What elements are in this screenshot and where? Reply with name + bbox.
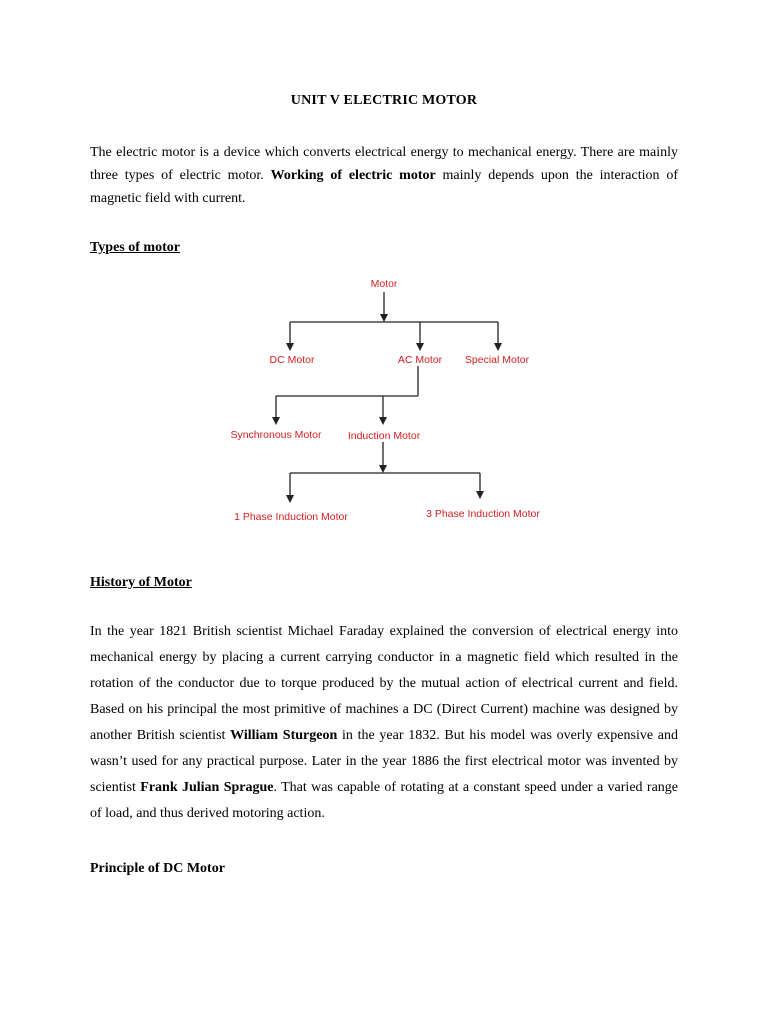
heading-history-of-motor: History of Motor: [90, 575, 192, 590]
motor-types-diagram: [0, 270, 768, 540]
intro-text-2: mainly depends upon the interaction of magnetic field with current.: [90, 168, 678, 206]
history-text-1: In the year 1821 British scientist Michael Faraday explained the conversion of electrical energy into mechanical energy by placing a current carrying conductor in a magnetic field which resulted in the rotation of the conductor due to torque produced by the mutual action of electrical current and field. Based on his principal the most primitive of machines a DC (Direct Current) machine was designed by another British scientist: [90, 624, 678, 743]
node-induction-motor: Induction Motor: [347, 430, 421, 442]
heading-principle-of-dc-motor: Principle of DC Motor: [90, 861, 225, 876]
history-bold-sturgeon: William Sturgeon: [230, 728, 338, 743]
history-text-2: in the year 1832. But his model was overly expensive and wasn’t used for any practical purpose. Later in the year 1886 the first electrical motor was invented by scientist: [90, 728, 678, 795]
intro-paragraph: [90, 141, 678, 210]
node-ac-motor: AC Motor: [397, 354, 443, 366]
node-1-phase-induction-motor: 1 Phase Induction Motor: [234, 511, 348, 523]
node-motor: Motor: [370, 278, 398, 290]
page-title: UNIT V ELECTRIC MOTOR: [290, 93, 478, 108]
node-synchronous-motor: Synchronous Motor: [230, 429, 322, 441]
history-bold-sprague: Frank Julian Sprague: [140, 780, 274, 795]
heading-types-of-motor: Types of motor: [90, 240, 180, 255]
history-text-3: . That was capable of rotating at a constant speed under a varied range of load, and thus derived motoring action.: [90, 780, 678, 821]
intro-text-1: The electric motor is a device which converts electrical energy to mechanical energy. There are mainly three types of electric motor.: [90, 145, 678, 183]
node-special-motor: Special Motor: [464, 354, 530, 366]
intro-bold-term: Working of electric motor: [270, 168, 436, 183]
history-paragraph: [90, 619, 678, 827]
node-dc-motor: DC Motor: [269, 354, 315, 366]
node-3-phase-induction-motor: 3 Phase Induction Motor: [426, 508, 540, 520]
